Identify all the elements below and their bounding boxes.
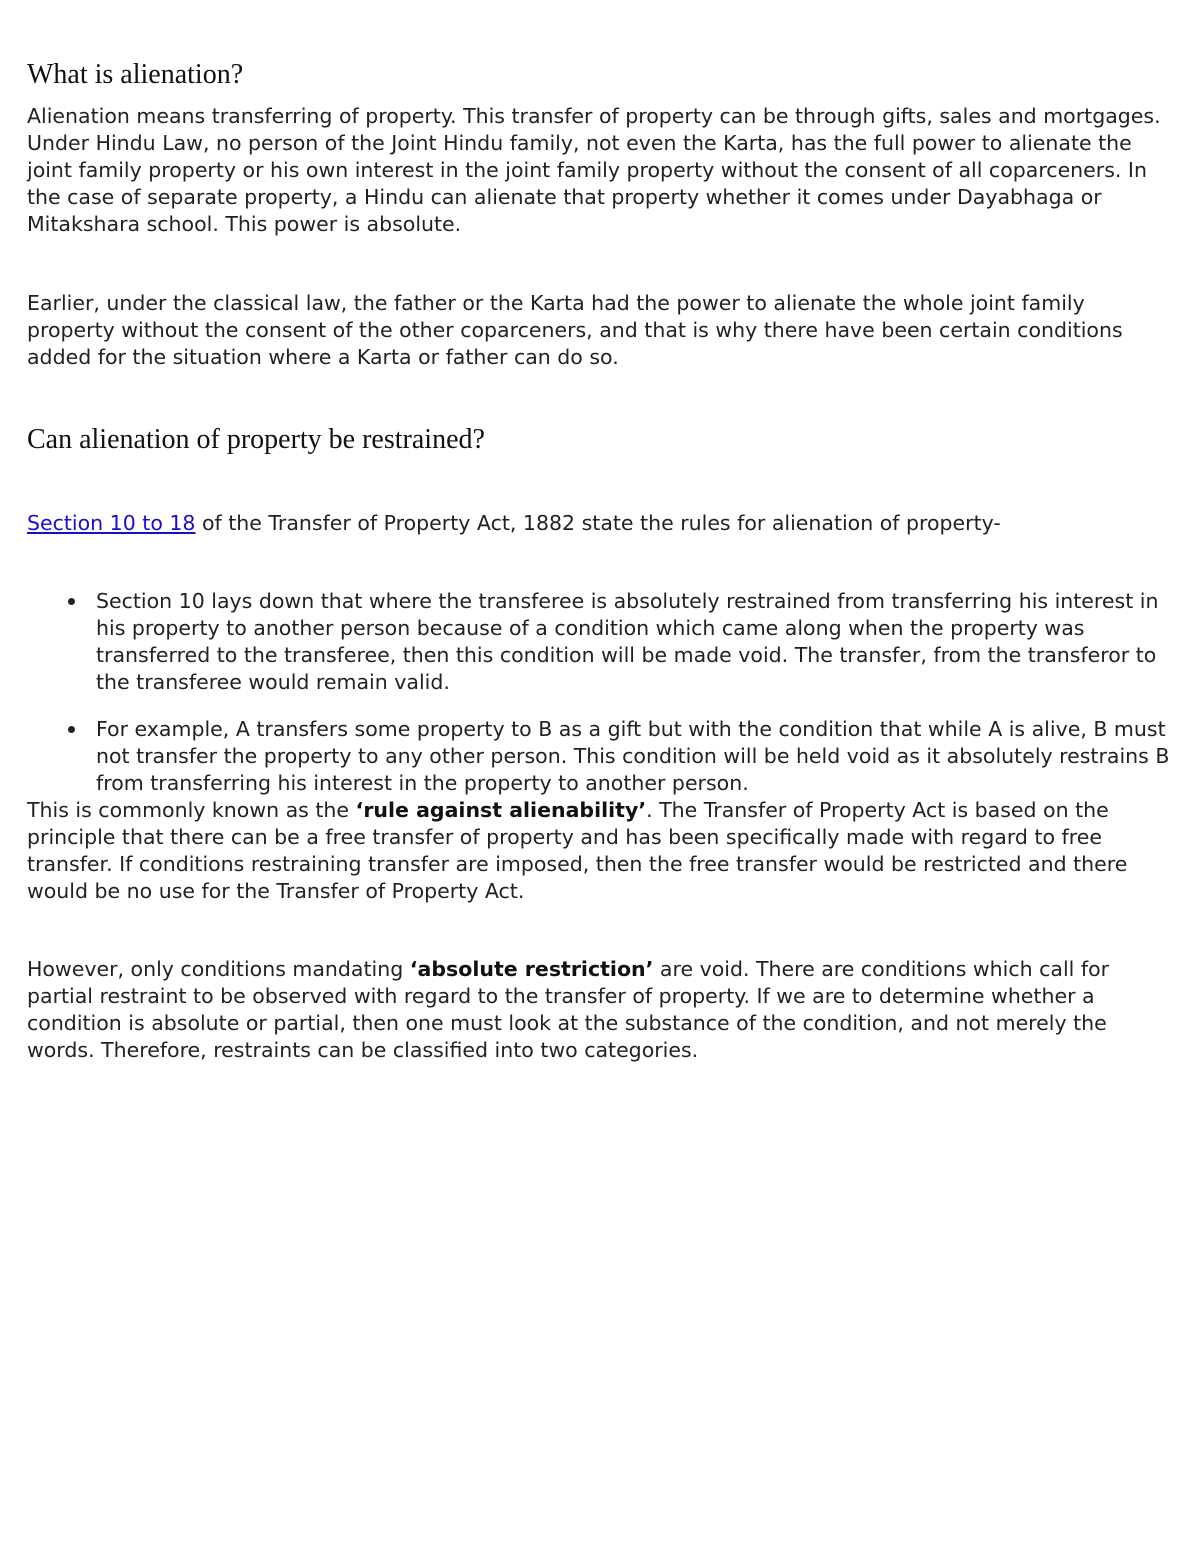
bullet-icon [68,598,75,605]
list-item-text: For example, A transfers some property to B as a gift but with the condition that while A is alive, B must not transfer the property to any other person. This condition will be held void as it absolutely restrains B from transferring his interest in the property to another person. [96,717,1170,795]
rule-against-alienability-bold: ‘rule against alienability’ [355,798,647,822]
section-10-to-18-link[interactable]: Section 10 to 18 [27,511,196,535]
list-item [27,588,1177,696]
section-intro-text: of the Transfer of Property Act, 1882 state the rules for alienation of property- [195,511,1001,535]
however-para-start: However, only conditions mandating [27,957,410,981]
rule-para-start: This is commonly known as the [27,798,356,822]
list-item [27,716,1177,797]
bullet-icon [68,726,75,733]
rule-para-end: . The Transfer of Property Act is based on the principle that there can be a free transfer of property and has been specifically made with regard to free transfer. If conditions restraining transfer are imposed, then the free transfer would be restricted and there would be no use for the Transfer of Property Act. [27,798,1128,903]
absolute-restriction-bold: ‘absolute restriction’ [409,957,654,981]
list-item-text: Section 10 lays down that where the transferee is absolutely restrained from transferring his interest in his property to another person because of a condition which came along when the property was transferred to the transferee, then this condition will be made void. The transfer, from the transferor to the transferee would remain valid. [96,589,1159,694]
heading-can-alienation-be-restrained: Can alienation of property be restrained? [27,424,485,455]
paragraph-alienation-definition: Alienation means transferring of property. This transfer of property can be through gifts, sales and mortgages. Under Hindu Law, no person of the Joint Hindu family, not even the Karta, has the full power to alienate the joint family property or his own interest in the joint family property without the consent of all coparceners. In the case of separate property, a Hindu can alienate that property whether it comes under Dayabhaga or Mitakshara school. This power is absolute. [27,104,1161,236]
paragraph-rule-against-alienability [27,797,1175,905]
heading-what-is-alienation: What is alienation? [27,59,244,90]
paragraph-absolute-restriction [27,956,1175,1064]
however-para-end: are void. There are conditions which call for partial restraint to be observed with regard to the transfer of property. If we are to determine whether a condition is absolute or partial, then one must look at the substance of the condition, and not merely the words. Therefore, restraints can be classified into two categories. [27,957,1110,1062]
paragraph-section-intro [27,510,1175,537]
paragraph-classical-law: Earlier, under the classical law, the father or the Karta had the power to alienate the whole joint family property without the consent of the other coparceners, and that is why there have been certain conditions added for the situation where a Karta or father can do so. [27,291,1123,369]
bullet-list [27,588,1177,797]
